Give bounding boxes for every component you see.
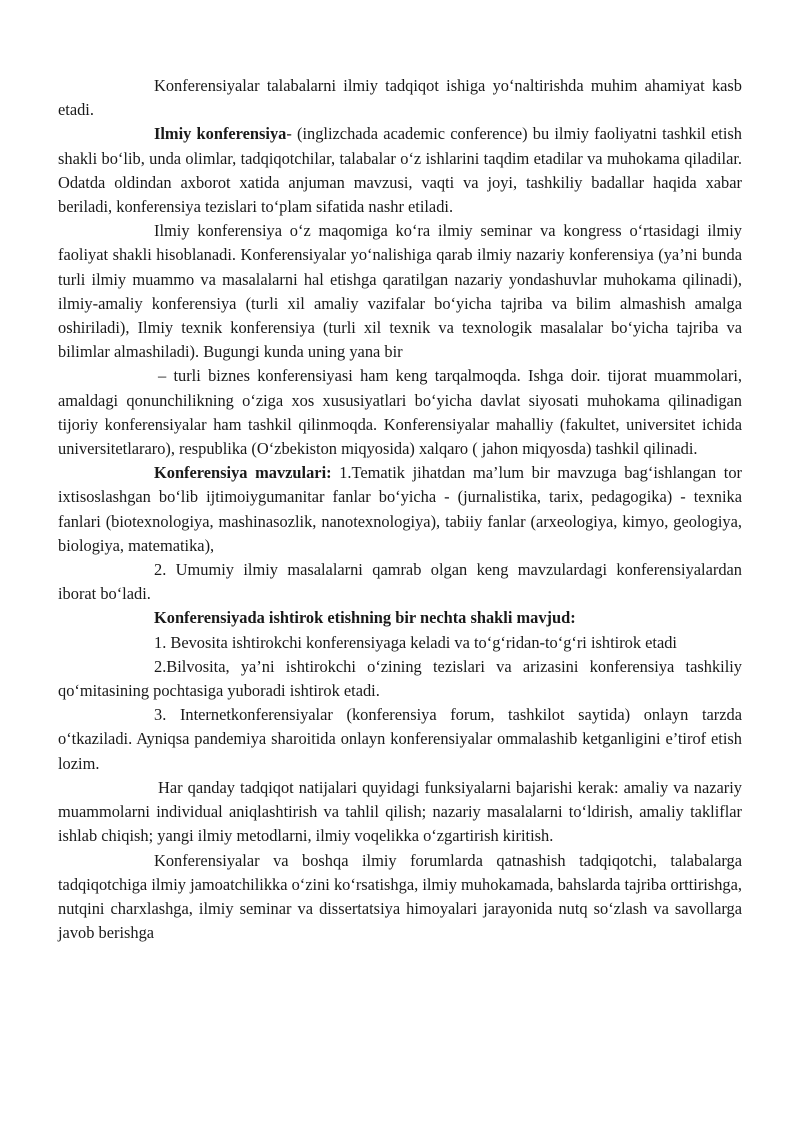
paragraph-participation-benefits: Konferensiyalar va boshqa ilmiy forumlarda qatnashish tadqiqotchi, talabalarga tadqiqotchiga ilmiy jamoatchilikka o‘zini ko‘rsatishga, ilmiy muhokamada, bahslarda tajriba orttirishga, nutqini charxlashga, ilmiy seminar va dissertatsiya himoyalari jarayonida nutq so‘zlash va savollarga javob berishga — [58, 850, 742, 943]
list-item-online: 3. Internetkonferensiyalar (konferensiya forum, tashkilot saytida) onlayn tarzda o‘tkaziladi. Ayniqsa pandemiya sharoitida onlayn konferensiyalar ommalashib ketganligini e’tirof etish lozim. — [58, 705, 742, 773]
heading-konferensiya-mavzulari: Konferensiya mavzulari: — [154, 463, 332, 483]
list-item-indirect: 2.Bilvosita, ya’ni ishtirokchi o‘zining tezislari va arizasini konferensiya tashkiliy qo‘mitasining pochtasiga yuboradi ishtirok etadi. — [58, 656, 742, 701]
paragraph-status: Ilmiy konferensiya o‘z maqomiga ko‘ra ilmiy seminar va kongress o‘rtasidagi ilmiy faoliyat shakli hisoblanadi. Konferensiyalar yo‘nalishiga qarab ilmiy nazariy konferensiya (ya’ni bunda turli ilmiy muammo va masalalarni hal etishga qaratilgan nazariy yondashuvlar muhokama qilinadi), ilmiy-amaliy konferensiya (turli xil amaliy vazifalar bo‘yicha tajriba va bilim almashish amalga oshiriladi), Ilmiy texnik konferensiya (turli xil texnik va texnologik masalalar bo‘yicha tajriba va bilimlar almashiladi). Bugungi kunda uning yana bir — [58, 221, 742, 362]
heading-participation-forms: Konferensiyada ishtirok etishning bir nechta shakli mavjud: — [154, 608, 576, 628]
paragraph-definition: Ilmiy konferensiya- (inglizchada academic conference) bu ilmiy faoliyatni tashkil etish shakli bo‘lib, unda olimlar, tadqiqotchilar, talabalar o‘z ishlarini taqdim etadilar va muhokama qiladilar. Odatda oldindan axborot xatida anjuman mavzusi, vaqti va joyi, tashkiliy badallar haqida xabar beriladi, konferensiya tezislari to‘plam sifatida nashr etiladi. — [58, 124, 742, 217]
paragraph-topics: Konferensiya mavzulari: 1.Tematik jihatdan ma’lum bir mavzuga bag‘ishlangan tor ixtisoslashgan bo‘lib ijtimoiygumanitar fanlar bo‘yicha - (jurnalistika, tarix, pedagogika) - texnika fanlari (biotexnologiya, mashinasozlik, nanotexnologiya), tabiiy fanlar (arxeologiya, kimyo, geologiya, biologiya, matematika), — [58, 463, 742, 555]
paragraph-topics-2: 2. Umumiy ilmiy masalalarni qamrab olgan keng mavzulardagi konferensiyalardan iborat bo‘ladi. — [58, 560, 742, 604]
paragraph-participation-heading — [58, 606, 742, 630]
document-page — [58, 74, 742, 945]
list-item-direct: 1. Bevosita ishtirokchi konferensiyaga keladi va to‘g‘ridan-to‘g‘ri ishtirok etadi — [154, 632, 677, 652]
term-ilmiy-konferensiya: Ilmiy konferensiya — [154, 124, 287, 144]
paragraph-research-results: Har qanday tadqiqot natijalari quyidagi funksiyalarni bajarishi kerak: amaliy va nazariy muammolarni individual aniqlashtirish va tahlil qilish; nazariy masalalarni to‘ldirish, amaliy takliflar ishlab chiqish; yangi ilmiy metodlarni, ilmiy voqelikka o‘zgartirish kiritish. — [58, 777, 742, 846]
paragraph-business: – turli biznes konferensiyasi ham keng tarqalmoqda. Ishga doir. tijorat muammolari, amaldagi qonunchilikning o‘ziga xos xususiyatlari bo‘yicha davlat siyosati muhokama qilinadigan tijoriy konferensiyalar ham tashkil qilinmoqda. Konferensiyalar mahalliy (fakultet, universitet ichida universitetlararo), respublika (O‘zbekiston miqyosida) xalqaro ( jahon miqyosda) tashkil qilinadi. — [58, 366, 742, 459]
paragraph-intro: Konferensiyalar talabalarni ilmiy tadqiqot ishiga yo‘naltirishda muhim ahamiyat kasb etadi. — [58, 76, 742, 120]
